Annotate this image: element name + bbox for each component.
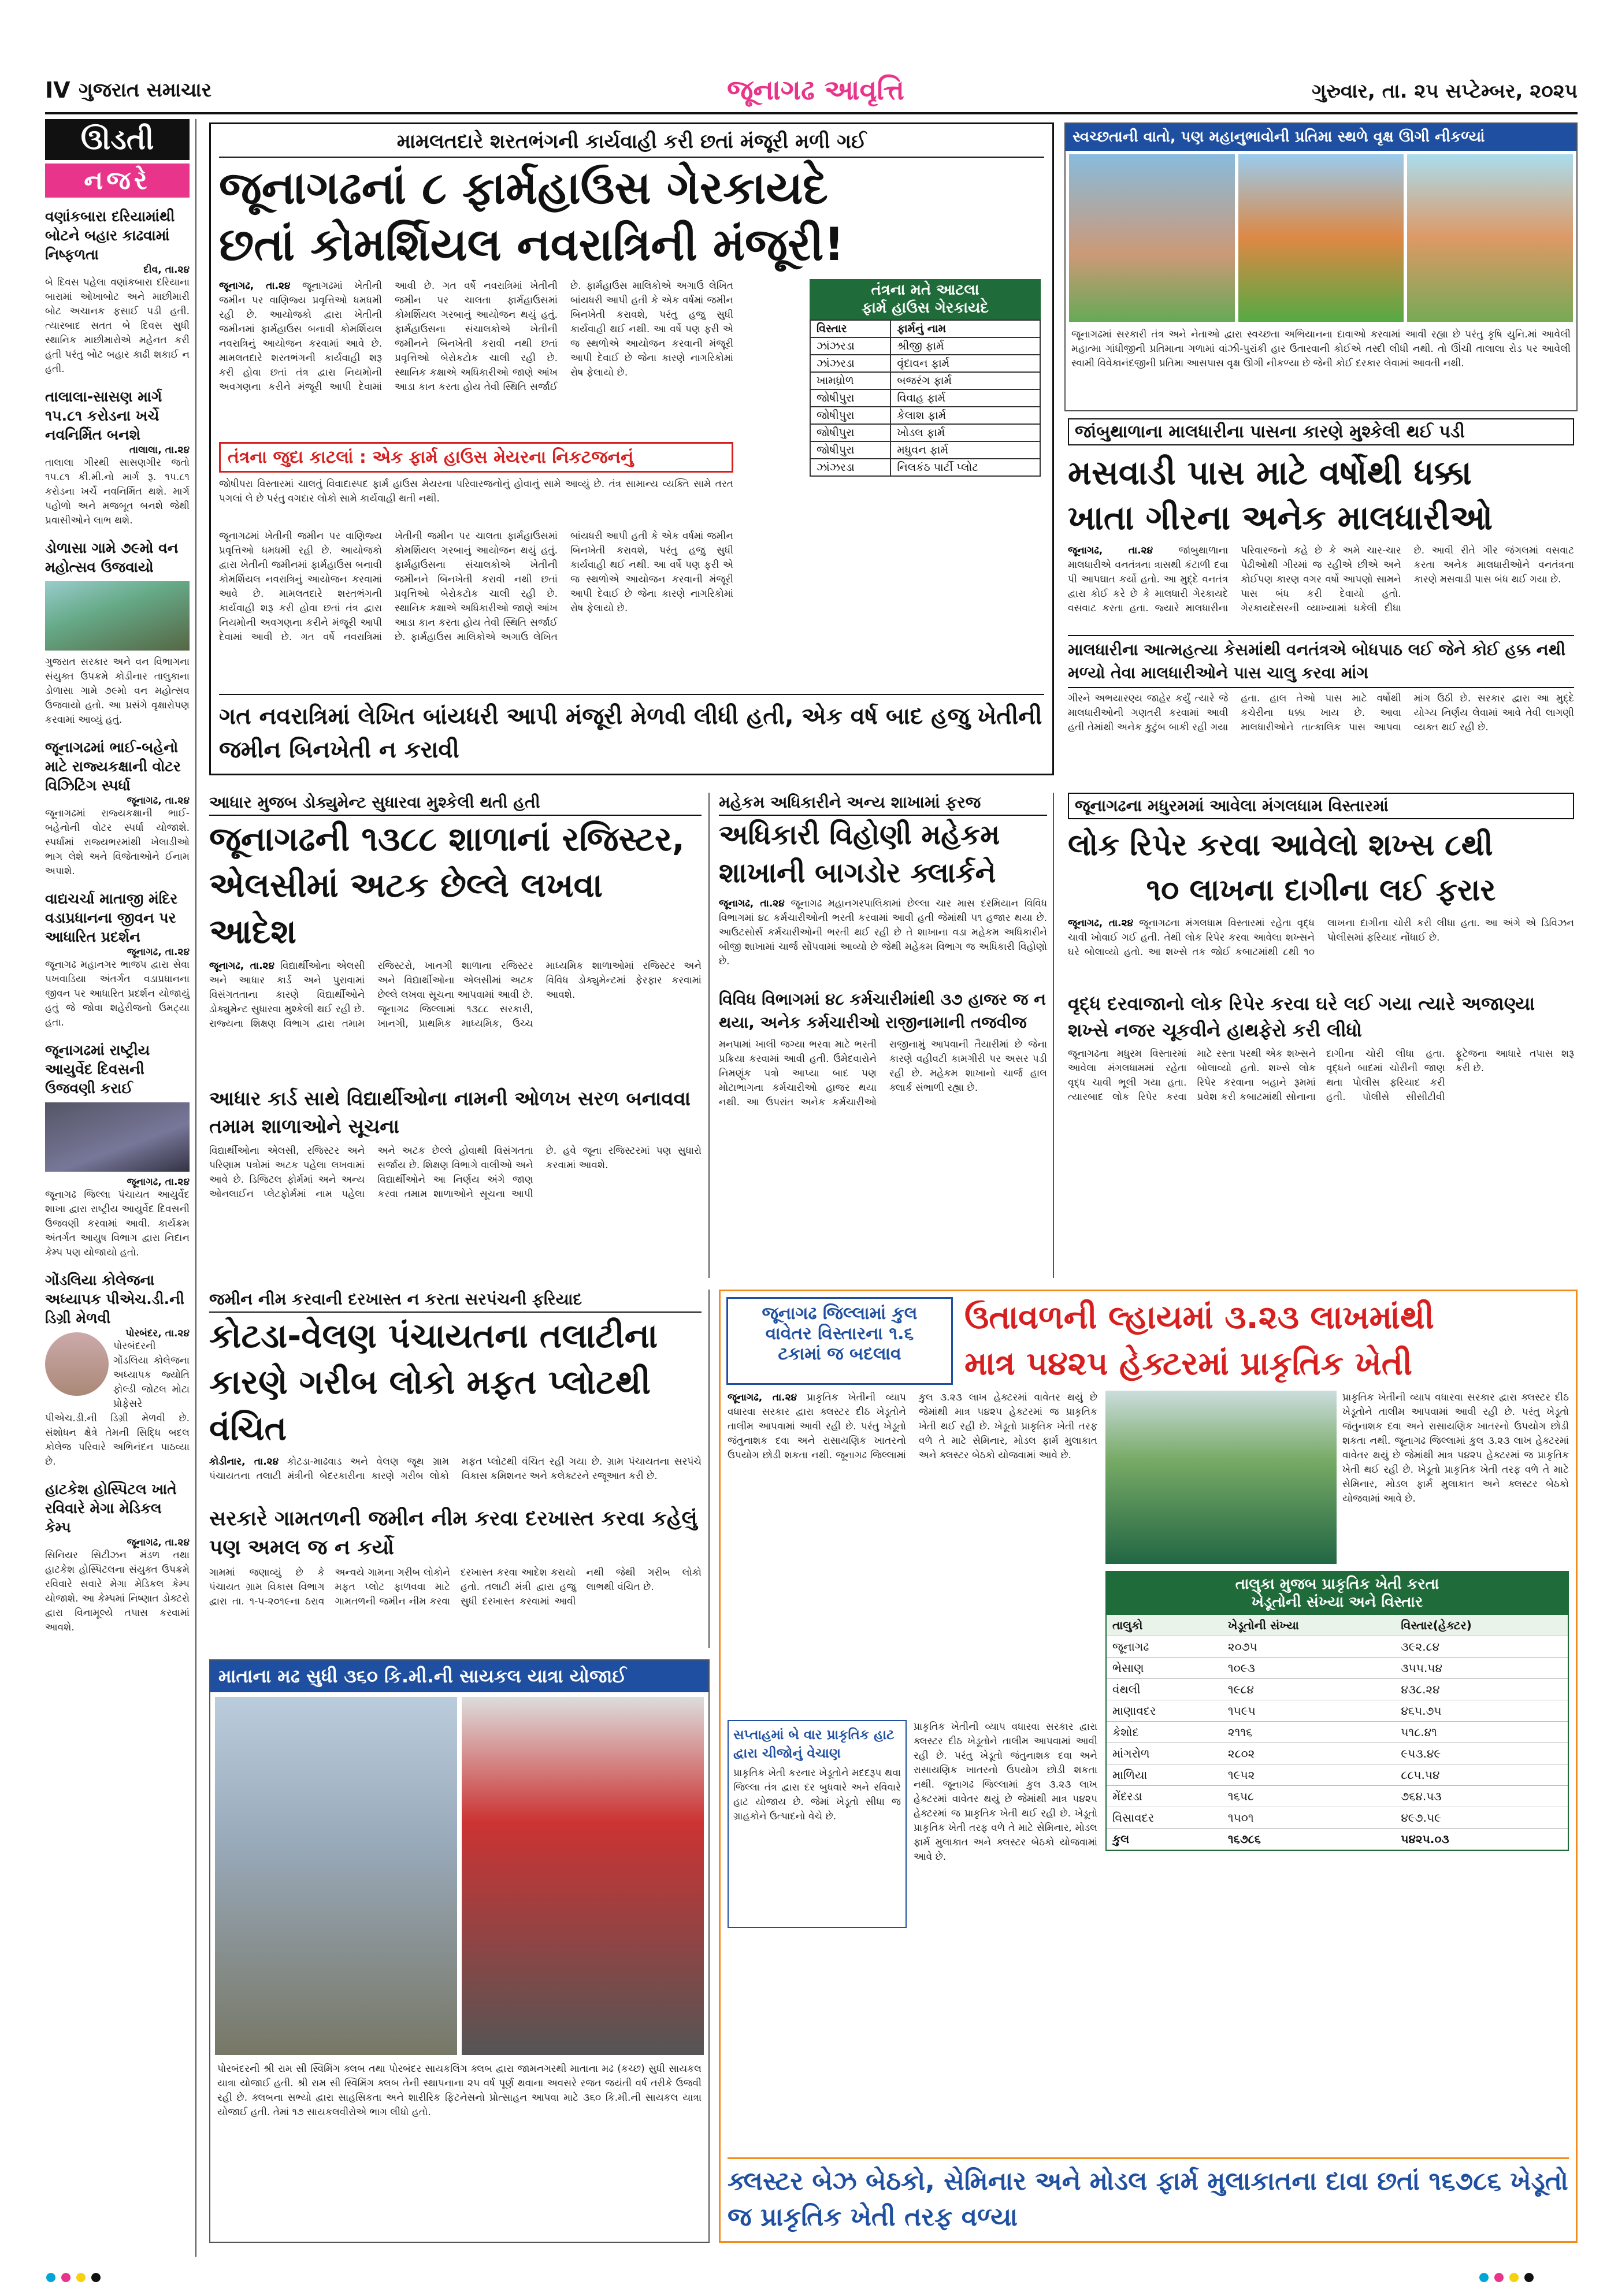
story-body-continued: જૂનાગઢમાં ખેતીની જમીન પર વાણિજ્ય પ્રવૃત્તિઓ ધમધમી રહી છે. આયોજકો દ્વારા ખેતીની જમીનમાં ફાર્મહાઉસ બનાવી કોમર્શિયલ નવરાત્રિનું આયોજન કરવામાં આવે છે. મામલતદારે શરતભંગની કાર્યવાહી શરૂ કરી હોવા છતાં તંત્ર દ્વારા નિયમોની અવગણના કરીને મંજૂરી આપી દેવામાં આવી છે. ગત વર્ષે નવરાત્રિમાં ખેતીની જમીન પર ચાલતા ફાર્મહાઉસમાં કોમર્શિયલ ગરબાનું આયોજન થયું હતું. ફાર્મહાઉસના સંચાલકોએ ખેતીની જમીનને બિનખેતી કરાવી નથી છતાં પ્રવૃત્તિઓ બેરોકટોક ચાલી રહી છે. સ્થાનિક કક્ષાએ અધિકારીઓ જાણે આંખ આડા કાન કરતા હોય તેવી સ્થિતિ સર્જાઈ છે. ફાર્મહાઉસ માલિકોએ અગાઉ લેખિત બાંયધરી આપી હતી કે એક વર્ષમાં જમીન બિનખેતી કરાવશે, પરંતુ હજુ સુધી કાર્યવાહી થઈ નથી. આ વર્ષે પણ ફરી એ જ સ્થળોએ આયોજન કરવાની મંજૂરી આપી દેવાઈ છે જેના કારણે નાગરિકોમાં રોષ ફેલાયો છે. xyxy=(219,530,733,643)
news-place: તાલાલા, તા.૨૪ xyxy=(129,444,190,456)
sidebar-news-item xyxy=(45,1480,190,1635)
masthead-rule xyxy=(45,112,1578,114)
dateline: જૂનાગઢ, તા.૨૪ xyxy=(209,960,275,972)
vivekananda-statue-photo xyxy=(1238,154,1404,322)
story-headline: જૂનાગઢની ૧૩૮૮ શાળાનાં રજિસ્ટર, xyxy=(209,819,685,859)
photo-banner: માતાના મઢ સુધી ૩૬૦ કિ.મી.ની સાયકલ યાત્રા યોજાઈ xyxy=(210,1660,708,1692)
table-row: વંથલી ૧૯૮૪ ૪૩૮.૨૪ xyxy=(1107,1679,1568,1700)
story-maldhari xyxy=(1064,418,1578,777)
story-kicker: આધાર મુજબ ડોક્યુમેન્ટ સુધારવા મુશ્કેલી થતી હતી xyxy=(209,793,702,816)
news-text: જૂનાગઢમાં રાજ્યકક્ષાની ભાઈ-બહેનોની વોટર સ્પર્ધા યોજાશે. સ્પર્ધામાં રાજ્યભરમાંથી ખેલાડીઓ ભાગ લેશે અને વિજેતાઓને ઈનામ અપાશે. xyxy=(45,808,190,877)
cycle-photos xyxy=(210,1692,708,2060)
table-row: માણાવદર ૧૫૯૫ ૪૬૫.૭૫ xyxy=(1107,1700,1568,1722)
farming-table xyxy=(1107,1615,1568,1850)
story-kicker: મહેકમ અધિકારીને અન્ય શાખામાં ફરજ xyxy=(719,793,1047,816)
table-row: જૂનાગઢ ૨૦૭૫ ૩૯૨.૮૪ xyxy=(1107,1636,1568,1658)
story-headline: છતાં કોમર્શિયલ નવરાત્રિની મંજૂરી! xyxy=(219,219,845,271)
story-body: વિદ્યાર્થીઓના એલસી અને આધાર કાર્ડ અને પુરાવામાં વિસંગતતાના કારણે વિદ્યાર્થીઓને ડોક્યુમેન્ટ સુધારવા મુશ્કેલી થઈ રહી છે. રાજ્યના શિક્ષણ વિભાગ દ્વારા તમામ રજિસ્ટરો, ખાનગી શાળાના રજિસ્ટર અને વિદ્યાર્થીઓના એલસીમાં અટક છેલ્લે લખવા સૂચના આપવામાં આવી છે. જૂનાગઢ જિલ્લામાં ૧૩૮૮ સરકારી, ખાનગી, પ્રાથમિક માધ્યમિક, ઉચ્ચ માધ્યમિક શાળાઓમાં રજિસ્ટર અને વિવિધ ડોક્યુમેન્ટમાં ફેરફાર કરવામાં આવશે. xyxy=(209,960,702,1030)
news-head: જૂનાગઢમાં ભાઈ-બહેનો માટે રાજ્યકક્ષાની વોટર વિઝિટિંગ સ્પર્ધા xyxy=(45,739,181,794)
story-kicker: જાંબુથાળાના માલધારીના પાસના કારણે મુશ્કેલી થઈ પડી xyxy=(1068,418,1574,445)
story-subbody: મનપામાં ખાલી જગ્યા ભરવા માટે ભરતી પ્રક્રિયા કરવામાં આવી હતી. ઉમેદવારોને નિમણૂંક પત્રો આપ્યા બાદ પણ મોટાભાગના કર્મચારીઓ હાજર થયા નથી. આ ઉપરાંત અનેક કર્મચારીઓ રાજીનામું આપવાની તૈયારીમાં છે જેના કારણે વહીવટી કામગીરી પર અસર પડી રહી છે. મહેકમ શાખાનો ચાર્જ હાલ ક્લાર્ક સંભાળી રહ્યા છે. xyxy=(719,1039,1047,1108)
story-subhead: તંત્રના જુદા કાટલાં : એક ફાર્મ હાઉસ મેયરના નિકટજનનું xyxy=(219,442,733,473)
story-headline: ઉતાવળની લ્હાયમાં ૩.૨૩ લાખમાંથી xyxy=(964,1299,1434,1336)
cycle-yatra-story xyxy=(209,1659,710,2243)
masthead xyxy=(45,74,1578,109)
table-row: ખામધ્રોળ બજરંગ ફાર્મ xyxy=(810,372,1040,389)
dateline: જૂનાગઢ, તા.૨૪ xyxy=(1068,917,1134,929)
sidebar-news-item xyxy=(45,538,190,727)
dateline: જૂનાગઢ, તા.૨૪ xyxy=(1068,545,1153,556)
sidebar-list xyxy=(45,207,190,1635)
news-head: તાલાલા-સાસણ માર્ગ ૧૫.૮૧ કરોડના ખર્ચે નવનિર્મિત બનશે xyxy=(45,388,162,443)
table-header: વિસ્તાર ફાર્મનું નામ xyxy=(810,320,1040,337)
sidebar-news-item xyxy=(45,387,190,528)
story-subhead: માલધારીના આત્મહત્યા કેસમાંથી વનતંત્રએ બોધપાઠ લઈ જેને કોઈ હક્ક નથી મળ્યો તેવા માલધારીઓને પાસ ચાલુ કરવા માંગ xyxy=(1068,635,1574,688)
story-subhead: વિવિધ વિભાગમાં ૪૮ કર્મચારીમાંથી ૩૭ હાજર જ ન થયા, અનેક કર્મચારીઓ રાજીનામાની તજવીજ xyxy=(719,990,1046,1032)
table-row: જોષીપુરા ખોડલ ફાર્મ xyxy=(810,424,1040,441)
farming-table-box xyxy=(1105,1571,1569,1851)
story-headline: મસવાડી પાસ માટે વર્ષોથી ધક્કા xyxy=(1068,453,1472,492)
photo-story-statues xyxy=(1064,122,1578,411)
table-row: ઝાંઝરડા શ્રીજી ફાર્મ xyxy=(810,337,1040,355)
sidebar-news-item xyxy=(45,738,190,879)
dateline: કોડીનાર, તા.૨૪ xyxy=(209,1456,279,1467)
story-headline: ખાતા ગીરના અનેક માલધારીઓ xyxy=(1068,498,1493,537)
story-headline: કારણે ગરીબ લોકો મફત પ્લોટથી વંચિત xyxy=(209,1362,651,1448)
story-body: કોટડા-માઢવાડ અને વેલણ જૂથ ગ્રામ પંચાયતના તલાટી મંત્રીની બેદરકારીના કારણે ગરીબ લોકો મફત પ્લોટથી વંચિત રહી ગયા છે. ગ્રામ પંચાયતના સરપંચે વિકાસ કમિશનર અને કલેક્ટરને રજૂઆત કરી છે. xyxy=(209,1456,702,1482)
sidebar-title: ઊડતી xyxy=(45,119,190,160)
story-body-side: પ્રાકૃતિક ખેતીની વ્યાપ વધારવા સરકાર દ્વારા ક્લસ્ટર દીઠ ખેડૂતોને તાલીમ આપવામાં આવી રહી છે. પરંતુ ખેડૂતો જંતુનાશક દવા અને રાસાયણિક ખાતરનો ઉપયોગ છોડી શકતા નથી. જૂનાગઢ જિલ્લામાં કુલ ૩.૨૩ લાખ હેક્ટરમાં વાવેતર થયું છે જેમાંથી માત્ર ૫૪૨૫ હેક્ટરમાં જ પ્રાકૃતિક ખેતી થઈ રહી છે. ખેડૂતો પ્રાકૃતિક ખેતી તરફ વળે તે માટે સેમિનાર, મોડલ ફાર્મ મુલાકાત અને ક્લસ્ટર બેઠકો યોજવામાં આવે છે. xyxy=(1342,1392,1569,1504)
story-subbody: ગામમાં જણાવ્યું છે કે પંચાયત ગ્રામ વિકાસ વિભાગ દ્વારા તા. ૧-૫-૨૦૧૯ના ઠરાવ અન્વયે ગામના ગરીબ લોકોને મફત પ્લોટ ફાળવવા માટે ગામતળની જમીન નીમ કરવા દરખાસ્ત કરવા આદેશ કરાયો હતો. તલાટી મંત્રી દ્વારા હજુ સુધી દરખાસ્ત કરવામાં આવી નથી જેથી ગરીબ લોકો લાભથી વંચિત છે. xyxy=(209,1567,702,1607)
box-body: પ્રાકૃતિક ખેતી કરનાર ખેડૂતોને મદદરૂપ થવા જિલ્લા તંત્ર દ્વારા દર બુધવારે અને રવિવારે હાટ યોજાય છે. જેમાં ખેડૂતો સીધા જ ગ્રાહકોને ઉત્પાદનો વેચે છે. xyxy=(733,1767,901,1822)
news-photo xyxy=(45,1102,190,1172)
story-headline: અધિકારી વિહોણી મહેકમ xyxy=(719,819,1000,851)
sidebar-news-item xyxy=(45,207,190,377)
story-school-registers xyxy=(209,793,710,1278)
farmhouse-table xyxy=(810,319,1041,477)
cyclists-group-photo xyxy=(462,1697,704,2055)
news-place: જૂનાગઢ, તા.૨૪ xyxy=(127,795,190,807)
story-headline: લોક રિપેર કરવા આવેલો શખ્સ ૮થી xyxy=(1068,828,1493,863)
story-headline: શાખાની બાગડોર ક્લાર્કને xyxy=(719,857,996,889)
news-place: જૂનાગઢ, તા.૨૪ xyxy=(127,1537,190,1548)
news-place: જૂનાગઢ, તા.૨૪ xyxy=(127,946,190,958)
photo-banner: સ્વચ્છતાની વાતો, પણ મહાનુભાવોની પ્રતિમા સ્થળે વૃક્ષ ઊગી નીકળ્યાં xyxy=(1066,124,1576,151)
story-subbody: જૂનાગઢના મધુરમ વિસ્તારમાં આવેલા મંગલધામમાં રહેતા વૃદ્ધ ચાવી ભૂલી ગયા હતા. ત્યારબાદ લોક રિપેર કરવા માટે રસ્તા પરથી એક શખ્સને બોલાવ્યો હતો. શખ્સે લોક રિપેર કરવાના બહાને રૂમમાં પ્રવેશ કરી કબાટમાંથી સોનાના દાગીના ચોરી લીધા હતા. વૃદ્ધને બાદમાં ચોરીની જાણ થતા પોલીસ ફરિયાદ કરી હતી. પોલીસે સીસીટીવી ફૂટેજના આધારે તપાસ શરૂ કરી છે. xyxy=(1068,1048,1574,1103)
table-row: વિસાવદર ૧૫૦૧ ૪૯૭.૫૯ xyxy=(1107,1807,1568,1829)
news-place: જૂનાગઢ, તા.૨૪ xyxy=(127,1176,190,1188)
photo-caption: પોરબંદરની શ્રી રામ સી સ્વિમિંગ ક્લબ તથા પોરબંદર સાયકલિંગ ક્લબ દ્વારા જામનગરથી માતાના મઢ (કચ્છ) સુધી સાયકલ યાત્રા યોજાઈ હતી. શ્રી રામ સી સ્વિમિંગ ક્લબ તેની સ્થાપનાના ૨૫ વર્ષ પૂર્ણ થવાના અવસરે રજત જયંતી વર્ષ તરીકે ઉજવી રહી છે. ક્લબના સભ્યો દ્વારા સાહસિકતા અને શારીરિક ફિટનેસનો પ્રોત્સાહન આપવા માટે ૩૬૦ કિ.મી.ની સાયકલ યાત્રા યોજાઈ હતી. તેમાં ૧૭ સાયકલવીરોએ ભાગ લીધો હતો. xyxy=(217,2063,702,2118)
table-row: મેંદરડા ૧૬૫૮ ૭૬૪.૫૩ xyxy=(1107,1786,1568,1807)
haat-box xyxy=(728,1720,907,1928)
table-row: માંગરોળ ૨૮૦૨ ૯૫૩.૪૯ xyxy=(1107,1743,1568,1764)
story-body: જૂનાગઢ મહાનગરપાલિકામાં છેલ્લા ચાર માસ દરમિયાન વિવિધ વિભાગમાં ૪૮ કર્મચારીઓની ભરતી કરવામાં આવી હતી જેમાંથી ૫૧ હજાર થયા છે. આઉટસોર્સ કર્મચારીઓની ભરતી થઈ રહી છે તે શાખાના વડા મહેકમ અધિકારીને બીજી શાખામાં ચાર્જ સોંપવામાં આવ્યો છે જેથી મહેકમ વિભાગ જ અધિકારી વિહોણો છે. xyxy=(719,898,1047,967)
story-subhead: વૃદ્ધ દરવાજાનો લોક રિપેર કરવા ઘરે લઈ ગયા ત્યારે અજાણ્યા શખ્સે નજર ચૂકવીને હાથફેરો કરી લીધો xyxy=(1068,993,1535,1041)
edition-title: જૂનાગઢ આવૃત્તિ xyxy=(727,74,905,106)
news-head: ડોળાસા ગામે ૭૯મો વન મહોત્સવ ઉજવાયો xyxy=(45,540,179,575)
table-header: તાલુકો ખેડૂતોની સંખ્યા વિસ્તાર(હેક્ટર) xyxy=(1107,1615,1568,1636)
story-body: જૂનાગઢમાં ખેતીની જમીન પર વાણિજ્ય પ્રવૃત્તિઓ ધમધમી રહી છે. આયોજકો દ્વારા ખેતીની જમીનમાં ફાર્મહાઉસ બનાવી કોમર્શિયલ નવરાત્રિનું આયોજન કરવામાં આવે છે. મામલતદારે શરતભંગની કાર્યવાહી શરૂ કરી હોવા છતાં તંત્ર દ્વારા નિયમોની અવગણના કરીને મંજૂરી આપી દેવામાં આવી છે. ગત વર્ષે નવરાત્રિમાં ખેતીની જમીન પર ચાલતા ફાર્મહાઉસમાં કોમર્શિયલ ગરબાનું આયોજન થયું હતું. ફાર્મહાઉસના સંચાલકોએ ખેતીની જમીનને બિનખેતી કરાવી નથી છતાં પ્રવૃત્તિઓ બેરોકટોક ચાલી રહી છે. સ્થાનિક કક્ષાએ અધિકારીઓ જાણે આંખ આડા કાન કરતા હોય તેવી સ્થિતિ સર્જાઈ છે. ફાર્મહાઉસ માલિકોએ અગાઉ લેખિત બાંયધરી આપી હતી કે એક વર્ષમાં જમીન બિનખેતી કરાવશે, પરંતુ હજુ સુધી કાર્યવાહી થઈ નથી. આ વર્ષે પણ ફરી એ જ સ્થળોએ આયોજન કરવાની મંજૂરી આપી દેવાઈ છે જેના કારણે નાગરિકોમાં રોષ ફેલાયો છે. xyxy=(219,280,733,393)
news-text: જૂનાગઢ જિલ્લા પંચાયત આયુર્વેદ શાખા દ્વારા રાષ્ટ્રીય આયુર્વેદ દિવસની ઉજવણી કરવામાં આવી. કાર્યક્રમ અંતર્ગત આયુષ વિભાગ દ્વારા નિદાન કેમ્પ પણ યોજાયો હતો. xyxy=(45,1189,190,1258)
story-headline: એલસીમાં અટક છેલ્લે લખવા આદેશ xyxy=(209,865,603,951)
news-text: સિનિયર સિટીઝન મંડળ તથા હાટકેશ હોસ્પિટલના સંયુક્ત ઉપક્રમે રવિવારે સવારે મેગા મેડિકલ કેમ્પ યોજાશે. આ કેમ્પમાં નિષ્ણાત ડોક્ટરો દ્વારા વિનામૂલ્યે તપાસ કરવામાં આવશે. xyxy=(45,1550,190,1633)
news-text: પોરબંદરની ગોંડલિયા કોલેજના અધ્યાપક જ્યોતિ ફોલ્ડી જોટલ મોટા પ્રોફેસરે પીએચ.ડી.ની ડિગ્રી મેળવી છે. સંશોધન ક્ષેત્રે તેમની સિદ્ધિ બદલ કોલેજ પરિવારે અભિનંદન પાઠવ્યા છે. xyxy=(45,1340,190,1467)
story-body: પ્રાકૃતિક ખેતીની વ્યાપ વધારવા સરકાર દ્વારા ક્લસ્ટર દીઠ ખેડૂતોને તાલીમ આપવામાં આવી રહી છે. પરંતુ ખેડૂતો જંતુનાશક દવા અને રાસાયણિક ખાતરનો ઉપયોગ છોડી શકતા નથી. જૂનાગઢ જિલ્લામાં કુલ ૩.૨૩ લાખ હેક્ટરમાં વાવેતર થયું છે જેમાંથી માત્ર ૫૪૨૫ હેક્ટરમાં જ પ્રાકૃતિક ખેતી થઈ રહી છે. ખેડૂતો પ્રાકૃતિક ખેતી તરફ વળે તે માટે સેમિનાર, મોડલ ફાર્મ મુલાકાત અને ક્લસ્ટર બેઠકો યોજવામાં આવે છે. xyxy=(728,1392,1097,1461)
sidebar-news-item xyxy=(45,1041,190,1260)
news-place: દીવ, તા.૨૪ xyxy=(143,264,190,276)
story-footer-headline: ગત નવરાત્રિમાં લેખિત બાંયધરી આપી મંજૂરી મેળવી લીધી હતી, એક વર્ષ બાદ હજુ ખેતીની જમીન બિનખેતી ન કરાવી xyxy=(219,694,1044,767)
avatar xyxy=(45,1332,109,1396)
news-text: ગુજરાત સરકાર અને વન વિભાગના સંયુક્ત ઉપક્રમે કોડીનાર તાલુકાના ડોળાસા ગામે ૭૯મો વન મહોત્સવ ઉજવાયો હતો. આ પ્રસંગે વૃક્ષારોપણ કરવામાં આવ્યું હતું. xyxy=(45,656,190,726)
plaque-photo xyxy=(1407,154,1573,322)
news-head: ગોંડલિયા કોલેજના અધ્યાપક પીએચ.ડી.ની ડિગ્રી મેળવી xyxy=(45,1272,184,1327)
illegal-farmhouse-table xyxy=(810,279,1041,477)
story-headline: ૧૦ લાખના દાગીના લઈ ફરાર xyxy=(1146,873,1496,908)
sidebar xyxy=(45,119,196,2257)
dateline: જૂનાગઢ, તા.૨૪ xyxy=(728,1392,797,1403)
story-subbody: વિદ્યાર્થીઓના એલસી, રજિસ્ટર અને પરિણામ પત્રોમાં અટક પહેલા લખવામાં આવે છે. ડિજિટલ ફોર્મમાં અને અન્ય ઓનલાઈન પ્લેટફોર્મમાં નામ પહેલા અને અટક છેલ્લે હોવાથી વિસંગતતા સર્જાય છે. શિક્ષણ વિભાગે વાલીઓ અને વિદ્યાર્થીઓને આ નિર્ણય અંગે જાણ કરવા તમામ શાળાઓને સૂચના આપી છે. હવે જૂના રજિસ્ટરમાં પણ સુધારો કરવામાં આવશે. xyxy=(209,1145,702,1200)
table-title: તંત્રના મતે આટલા ફાર્મ હાઉસ ગેરકાયદે xyxy=(810,279,1041,319)
story-farmhouse xyxy=(209,122,1054,775)
box-title: સપ્તાહમાં બે વાર પ્રાકૃતિક હાટ દ્વારા ચીજોનું વેચાણ xyxy=(733,1727,895,1761)
page-number: IV xyxy=(45,77,70,103)
paper-name: ગુજરાત સમાચાર xyxy=(79,79,212,102)
story-lock-repair-theft xyxy=(1064,793,1578,1278)
photo-strip xyxy=(1066,151,1576,325)
story-footer-headline: ક્લસ્ટર બેઝ બેઠકો, સેમિનાર અને મોડલ ફાર્મ મુલાકાતના દાવા છતાં ૧૬૭૮૬ ખેડૂતો જ પ્રાકૃતિક ખેતી તરફ વળ્યા xyxy=(728,2157,1569,2235)
table-row: ઝાંઝરડા નિલકંઠ પાર્ટી પ્લોટ xyxy=(810,459,1040,476)
story-headline: માત્ર ૫૪૨૫ હેક્ટરમાં પ્રાકૃતિક ખેતી xyxy=(964,1345,1412,1383)
story-subhead: સરકારે ગામતળની જમીન નીમ કરવા દરખાસ્ત કરવા કહેલું પણ અમલ જ ન કર્યો xyxy=(209,1507,697,1559)
table-row: માળિયા ૧૯૫૨ ૮૮૫.૫૪ xyxy=(1107,1764,1568,1786)
photo-caption: જૂનાગઢમાં સરકારી તંત્ર અને નેતાઓ દ્વારા સ્વચ્છતા અભિયાનના દાવાઓ કરવામાં આવી રહ્યા છે પરંતુ કૃષિ યુનિ.માં આવેલી મહાત્મા ગાંધીજીની પ્રતિમાના ગળામાં વાંઝી-પુરાંકી હાર ઉતારવાની કોઈએ તસ્દી લીધી નથી. તો ઊંચી તાલાલા રોડ પર આવેલી સ્વામી વિવેકાનંદજીની પ્રતિમા આસપાસ વૃક્ષ ઊગી નીકળ્યા છે જેની કોઈ દરકાર લેવામાં આવતી નથી. xyxy=(1071,329,1571,369)
registration-marks xyxy=(1479,2273,1578,2284)
story-kicker: જમીન નીમ કરવાની દરખાસ્ત ન કરતા સરપંચની ફરિયાદ xyxy=(209,1290,702,1313)
gandhi-statue-photo xyxy=(1069,154,1235,322)
sidebar-news-item xyxy=(45,889,190,1030)
table-row: જોષીપુરા મધુવન ફાર્મ xyxy=(810,441,1040,459)
news-head: જૂનાગઢમાં રાષ્ટ્રીય આયુર્વેદ દિવસની ઉજવણી કરાઈ xyxy=(45,1042,150,1097)
story-subbody: ગીરને અભયારણ્ય જાહેર કર્યું ત્યારે જે માલધારીઓની ગણતરી કરવામાં આવી હતી તેમાંથી અનેક કુટુંબ બાકી રહી ગયા હતા. હાલ તેઓ પાસ માટે વર્ષોથી કચેરીના ધક્કા ખાય છે. આવા માલધારીઓને તાત્કાલિક પાસ આપવા માંગ ઉઠી છે. સરકાર દ્વારા આ મુદ્દે યોગ્ય નિર્ણય લેવામાં આવે તેવી લાગણી વ્યક્ત થઈ રહી છે. xyxy=(1068,693,1574,733)
registration-marks xyxy=(46,2273,277,2284)
table-row: ભેસાણ ૧૦૯૩ ૩૫૫.૫૪ xyxy=(1107,1658,1568,1679)
story-headline: કોટડા-વેલણ પંચાયતના તલાટીના xyxy=(209,1316,658,1355)
issue-date: ગુરુવાર, તા. ૨૫ સપ્ટેમ્બર, ૨૦૨૫ xyxy=(1312,80,1578,103)
dateline: જૂનાગઢ, તા.૨૪ xyxy=(719,898,785,909)
story-body: જૂનાગઢના મંગલધામ વિસ્તારમાં રહેતા વૃદ્ધ ચાવી ખોવાઈ ગઈ હતી. તેથી લોક રિપેર કરવા આવેલા શખ્સને ઘરે બોલાવ્યો હતો. આ શખ્સે તક જોઈ કબાટમાંથી ૮થી ૧૦ લાખના દાગીના ચોરી કરી લીધા હતા. આ અંગે એ ડિવિઝન પોલીસમાં ફરિયાદ નોંધાઈ છે. xyxy=(1068,917,1574,958)
story-body-continued: પ્રાકૃતિક ખેતીની વ્યાપ વધારવા સરકાર દ્વારા ક્લસ્ટર દીઠ ખેડૂતોને તાલીમ આપવામાં આવી રહી છે. પરંતુ ખેડૂતો જંતુનાશક દવા અને રાસાયણિક ખાતરનો ઉપયોગ છોડી શકતા નથી. જૂનાગઢ જિલ્લામાં કુલ ૩.૨૩ લાખ હેક્ટરમાં વાવેતર થયું છે જેમાંથી માત્ર ૫૪૨૫ હેક્ટરમાં જ પ્રાકૃતિક ખેતી થઈ રહી છે. ખેડૂતો પ્રાકૃતિક ખેતી તરફ વળે તે માટે સેમિનાર, મોડલ ફાર્મ મુલાકાત અને ક્લસ્ટર બેઠકો યોજવામાં આવે છે. xyxy=(914,1721,1097,1863)
story-subbody: જોષીપરા વિસ્તારમાં ચાલતું વિવાદાસ્પદ ફાર્મ હાઉસ મેયરના પરિવારજનોનું હોવાનું સામે આવ્યું છે. તંત્ર સામાન્ય વ્યક્તિ સામે તરત પગલાં લે છે પરંતુ વગદાર લોકો સામે કાર્યવાહી થતી નથી. xyxy=(219,478,733,504)
cyclists-road-photo xyxy=(215,1697,457,2055)
farm-field-photo xyxy=(1105,1391,1337,1564)
table-row: ઝાંઝરડા વૃંદાવન ફાર્મ xyxy=(810,355,1040,372)
news-head: હાટકેશ હોસ્પિટલ ખાતે રવિવારે મેગા મેડિકલ કેમ્પ xyxy=(45,1481,177,1536)
story-headline: જૂનાગઢનાં ૮ ફાર્મહાઉસ ગેરકાયદે xyxy=(219,162,828,214)
story-kicker: મામલતદારે શરતભંગની કાર્યવાહી કરી છતાં મંજૂરી મળી ગઈ xyxy=(219,130,1044,158)
story-subhead: આધાર કાર્ડ સાથે વિદ્યાર્થીઓના નામની ઓળખ સરળ બનાવવા તમામ શાળાઓને સૂચના xyxy=(209,1087,691,1138)
sidebar-subtitle: નજરે xyxy=(45,164,190,198)
story-kotda-velan xyxy=(209,1290,710,1648)
table-row: જોષીપુરા કેલાશ ફાર્મ xyxy=(810,407,1040,424)
sidebar-news-item xyxy=(45,1270,190,1469)
story-mahekam-branch xyxy=(719,793,1054,1278)
news-photo xyxy=(45,581,190,651)
news-head: વણાંકબારા દરિયામાંથી બોટને બહાર કાઢવામાં નિષ્ફળતા xyxy=(45,208,175,263)
story-body: જાંબુથાળાના માલધારીએ વનતંત્રના ત્રાસથી કંટાળી દવા પી આપઘાત કર્યો હતો. આ મુદ્દે વનતંત્ર દ્વારા કોઈ કરે છે કે માલધારી ગેરકાયદે વસવાટ કરતા હતા. જ્યારે માલધારીના પરિવારજનો કહે છે કે અમે ચાર-ચાર પેઢીઓથી ગીરમાં જ રહીએ છીએ અને કોઈપણ કારણ વગર વર્ષો આપણો સામને પાસ બંધ કરી દેવાયો હતો. ગેરકાયદેસરની વ્યાખ્યામાં ધકેલી દીધા છે. આવી રીતે ગીર જંગલમાં વસવાટ કરતા અનેક માલધારીઓને વનતંત્રના કારણે મસવાડી પાસ બંધ થઈ ગયા છે. xyxy=(1068,545,1574,614)
news-text: તાલાલા ગીરથી સાસણગીર જતો ૧૫.૮૧ કી.મી.નો માર્ગ રૂ. ૧૫.૮૧ કરોડના ખર્ચે નવનિર્મિત થશે. માર્ગ પહોળો અને મજબૂત બનશે જેથી પ્રવાસીઓને લાભ થશે. xyxy=(45,457,190,526)
kicker-box: જૂનાગઢ જિલ્લામાં કુલ વાવેતર વિસ્તારના ૧.૬ ટકામાં જ બદલાવ xyxy=(726,1297,953,1385)
news-head: વાદ્યચર્ચા માતાજી મંદિર વડાપ્રધાનના જીવન પર આધારિત પ્રદર્શન xyxy=(45,890,178,945)
news-text: બે દિવસ પહેલા વણાંકબારા દરિયાના બારામાં ઓખાબોટ અને માછીમારી બોટ અચાનક ફસાઈ પડી હતી. ત્યારબાદ સતત બે દિવસ સુધી સ્થાનિક માછીમારોએ મહેનત કરી હતી પરંતુ બોટ બહાર કાઢી શકાઈ ન હતી. xyxy=(45,277,190,375)
story-kicker: જૂનાગઢના મધુરમમાં આવેલા મંગલધામ વિસ્તારમાં xyxy=(1068,793,1574,819)
news-place: પોરબંદર, તા.૨૪ xyxy=(125,1328,190,1339)
table-title: તાલુકા મુજબ પ્રાકૃતિક ખેતી કરતા ખેડૂતોની સંખ્યા અને વિસ્તાર xyxy=(1107,1572,1568,1615)
table-total-row: કુલ ૧૬૭૮૬ ૫૪૨૫.૦૩ xyxy=(1107,1829,1568,1850)
table-row: કેશોદ ૨૧૧૬ ૫૧૮.૪૧ xyxy=(1107,1722,1568,1743)
news-text: જૂનાગઢ મહાનગર ભાજપ દ્વારા સેવા પખવાડિયા અંતર્ગત વડાપ્રધાનના જીવન પર આધારિત પ્રદર્શન યોજાયું હતું જે જોવા શહેરીજનો ઉમટ્યા હતા. xyxy=(45,959,190,1028)
table-row: જોષીપુરા વિવાહ ફાર્મ xyxy=(810,389,1040,407)
story-natural-farming xyxy=(719,1290,1578,2243)
dateline: જૂનાગઢ, તા.૨૪ xyxy=(219,280,291,292)
